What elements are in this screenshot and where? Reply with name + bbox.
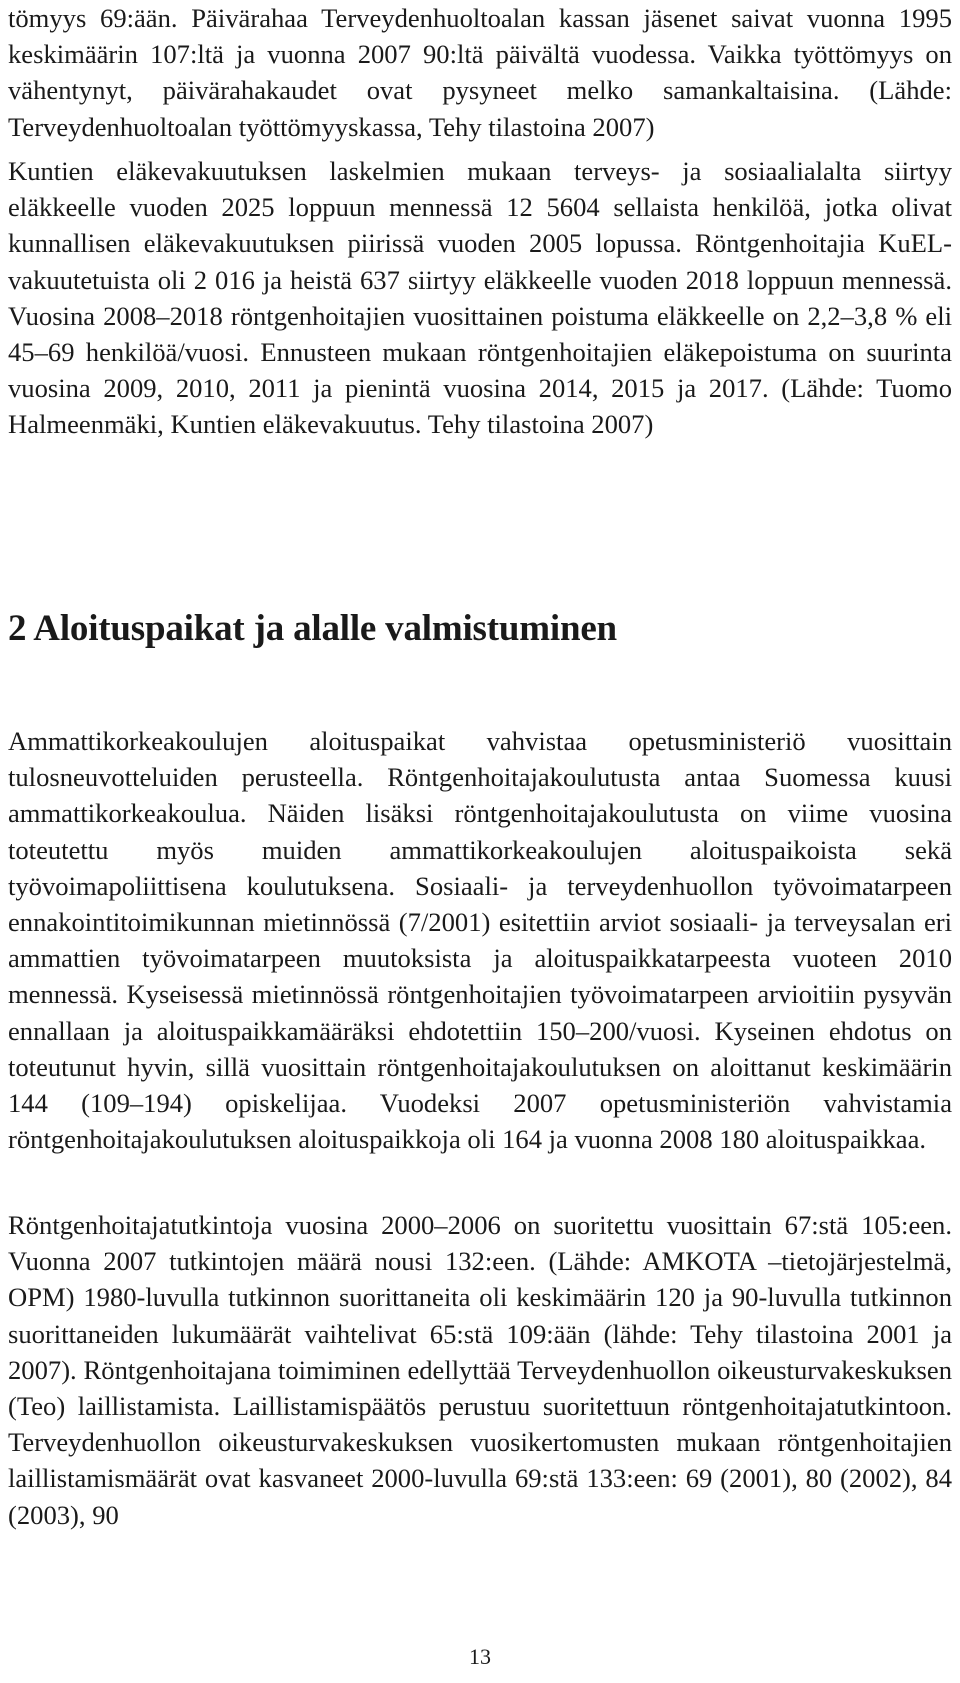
paragraph-graduates: Röntgenhoitajatutkintoja vuosina 2000–2006 on suoritettu vuosittain 67:stä 105:een. Vuonna 2007 tutkintojen määrä nousi 132:een. (Lähde: AMKOTA –tietojärjestelmä, OPM) 1980-luvulla tutkinnon suorittaneita oli keskimäärin 120 ja 90-luvulla tutkinnon suorittaneiden lukumäärät vaihtelivat 65:stä 109:ään (lähde: Tehy tilastoina 2001 ja 2007). Röntgenhoitajana toimiminen edellyttää Terveydenhuollon oikeusturvakeskuksen (Teo) laillistamista. Laillistamispäätös perustuu suoritettuun röntgenhoitajatutkintoon. Terveydenhuollon oikeusturvakeskuksen vuosikertomusten mukaan röntgenhoitajien laillistamismäärät ovat kasvaneet 2000-luvulla 69:stä 133:een: 69 (2001), 80 (2002), 84 (2003), 90 (8, 1210, 952, 1530)
paragraph-unemployment: tömyys 69:ään. Päivärahaa Terveydenhuoltoalan kassan jäsenet saivat vuonna 1995 keskimäärin 107:ltä ja vuonna 2007 90:ltä päivältä vuodessa. Vaikka työttömyys on vähentynyt, päivärahakaudet ovat pysyneet melko samankaltaisina. (Lähde: Terveydenhuoltoalan työttömyyskassa, Tehy tilastoina 2007) (8, 3, 952, 142)
paragraph-admissions: Ammattikorkeakoulujen aloituspaikat vahvistaa opetusministeriö vuosittain tulosneuvotteluiden perusteella. Röntgenhoitajakoulutusta antaa Suomessa kuusi ammattikorkeakoulua. Näiden lisäksi röntgenhoitajakoulutusta on viime vuosina toteutettu myös muiden ammattikorkeakoulujen aloituspaikoista sekä työvoimapoliittisena koulutuksena. Sosiaali- ja terveydenhuollon työvoimatarpeen ennakointitoimikunnan mietinnössä (7/2001) esitettiin arviot sosiaali- ja terveysalan eri ammattien työvoimatarpeen muutoksista ja aloituspaikkatarpeesta vuoteen 2010 mennessä. Kyseisessä mietinnössä röntgenhoitajien työvoimatarpeen arvioitiin pysyvän ennallaan ja aloituspaikkamääräksi ehdotettiin 150–200/vuosi. Kyseinen ehdotus on toteutunut hyvin, sillä vuosittain röntgenhoitajakoulutuksen on aloittanut keskimäärin 144 (109–194) opiskelijaa. Vuodeksi 2007 opetusministeriön vahvistamia röntgenhoitajakoulutuksen aloituspaikkoja oli 164 ja vuonna 2008 180 aloituspaikkaa. (8, 726, 952, 1155)
paragraph-retirement: Kuntien eläkevakuutuksen laskelmien mukaan terveys- ja sosiaalialalta siirtyy eläkkeelle vuoden 2025 loppuun mennessä 12 5604 sellaista henkilöä, jotka olivat kunnallisen eläkevakuutuksen piirissä vuoden 2005 lopussa. Röntgenhoitajia KuEL- vakuutetuista oli 2 016 ja heistä 637 siirtyy eläkkeelle vuoden 2018 loppuun mennessä. Vuosina 2008–2018 röntgenhoitajien vuosittainen poistuma eläkkeelle on 2,2–3,8 % eli 45–69 henkilöä/vuosi. Ennusteen mukaan röntgenhoitajien eläkepoistuma on suurinta vuosina 2009, 2010, 2011 ja pienintä vuosina 2014, 2015 ja 2017. (Lähde: Tuomo Halmeenmäki, Kuntien eläkevakuutus. Tehy tilastoina 2007) (8, 156, 952, 440)
page-number: 13 (469, 1644, 491, 1669)
section-heading: 2 Aloituspaikat ja alalle valmistuminen (8, 608, 617, 649)
